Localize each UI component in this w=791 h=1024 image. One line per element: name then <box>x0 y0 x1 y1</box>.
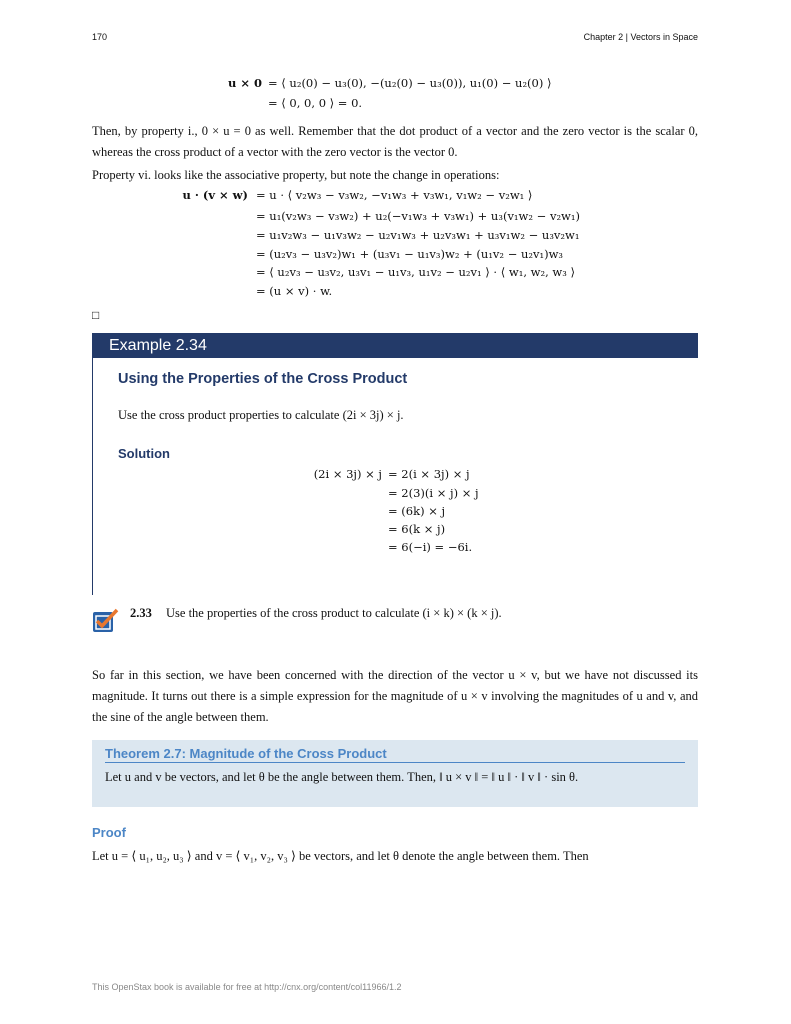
equation-line: = u₁v₂w₃ − u₁v₃w₂ − u₂v₁w₃ + u₂v₃w₁ + u₃v₁w₂ − u₃v₂w₁ <box>256 228 580 242</box>
example-prompt: Use the cross product properties to calculate (2i × 3j) × j. <box>118 408 404 422</box>
checkpoint-icon <box>92 607 120 633</box>
equation-lhs: u × 0 <box>227 76 262 90</box>
theorem-title: Theorem 2.7: Magnitude of the Cross Product <box>105 746 685 763</box>
equation-line: = ⟨ 0, 0, 0 ⟩ = 0. <box>268 96 363 110</box>
paragraph: So far in this section, we have been concerned with the direction of the vector u × v, but we have not discussed its magnitude. It turns out there is a simple expression for the magnitude of u × v involving the magnitudes of u and v, and the sine of the angle between them. <box>92 668 698 724</box>
example-header <box>92 333 698 358</box>
theorem-text: Let u and v be vectors, and let θ be the angle between them. Then, ‖ u × v ‖ = ‖ u ‖ · ‖ v ‖ · sin θ. <box>105 770 579 784</box>
chapter-title: Chapter 2 | Vectors in Space <box>583 32 698 42</box>
example-title: Using the Properties of the Cross Product <box>118 371 408 387</box>
theorem-box <box>92 740 698 807</box>
qed-symbol: □ <box>92 308 100 322</box>
paragraph: Property vi. looks like the associative property, but note the change in operations: <box>92 168 500 182</box>
equation-line: = u₁(v₂w₃ − v₃w₂) + u₂(−v₁w₃ + v₃w₁) + u₃(v₁w₂ − v₂w₁) <box>256 209 580 223</box>
paragraph: Then, by property i., 0 × u = 0 as well. Remember that the dot product of a vector and the zero vector is the scalar 0, whereas the cross product of a vector with the zero vector is the vector 0. <box>92 124 698 159</box>
equation-line: = 6(k × j) <box>388 522 446 536</box>
footer-text: This OpenStax book is available for free at http://cnx.org/content/col11966/1.2 <box>92 982 402 992</box>
equation-line: = 2(i × 3j) × j <box>388 467 470 481</box>
equation-line: = ⟨ u₂v₃ − u₃v₂, u₃v₁ − u₁v₃, u₁v₂ − u₂v₁ ⟩ · ⟨ w₁, w₂, w₃ ⟩ <box>256 265 576 279</box>
proof-label: Proof <box>92 825 126 840</box>
equation-line: = 6(−i) = −6i. <box>388 540 473 554</box>
proof-text: Let u = ⟨ u₁, u₂, u₃ ⟩ and v = ⟨ v₁, v₂, v₃ ⟩ be vectors, and let θ denote the angle between them. Then <box>92 849 589 863</box>
checkpoint-text: Use the properties of the cross product to calculate (i × k) × (k × j). <box>166 606 502 620</box>
equation-line: = (6k) × j <box>388 504 446 518</box>
page-number: 170 <box>92 32 108 42</box>
checkpoint-number: 2.33 <box>130 606 152 620</box>
example-border <box>92 358 93 595</box>
solution-label: Solution <box>118 446 170 461</box>
equation-line: = ⟨ u₂(0) − u₃(0), −(u₂(0) − u₃(0)), u₁(0) − u₂(0) ⟩ <box>268 76 552 90</box>
equation-line: = (u₂v₃ − u₃v₂)w₁ + (u₃v₁ − u₁v₃)w₂ + (u₁v₂ − u₂v₁)w₃ <box>256 247 564 261</box>
equation-line: = (u × v) · w. <box>256 284 333 298</box>
equation-lhs: u · (v × w) <box>182 188 248 202</box>
equation-line: = u · ⟨ v₂w₃ − v₃w₂, −v₁w₃ + v₃w₁, v₁w₂ − v₂w₁ ⟩ <box>256 188 533 202</box>
example-label: Example 2.34 <box>109 337 207 354</box>
equation-line: = 2(3)(i × j) × j <box>388 486 479 500</box>
equation-lhs: (2i × 3j) × j <box>313 467 382 481</box>
